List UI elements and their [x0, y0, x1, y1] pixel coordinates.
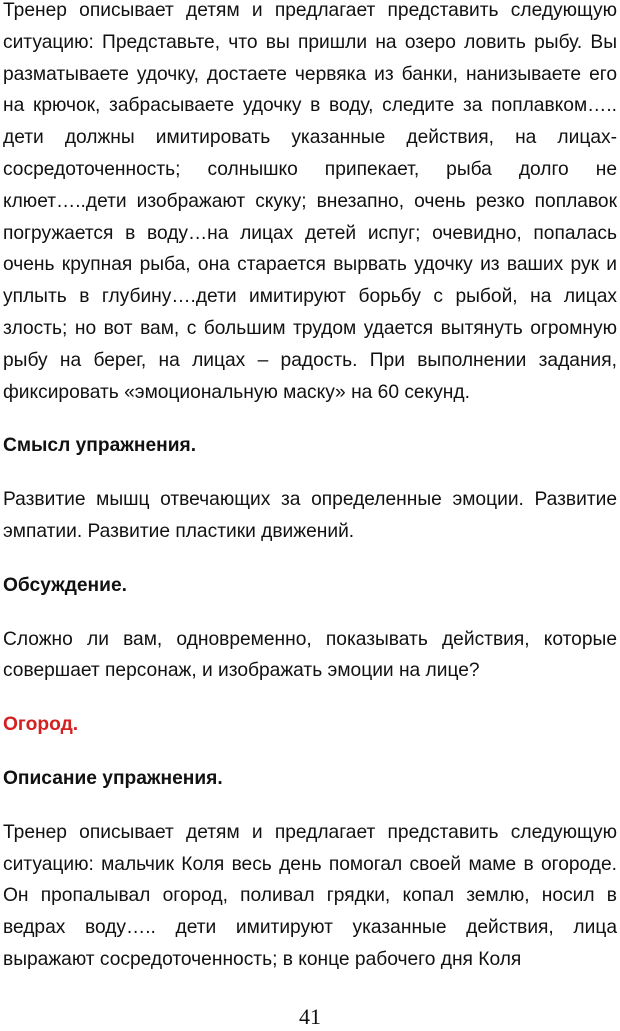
body-paragraph-meaning: Развитие мышц отвечающих за определенные эмоции. Развитие эмпатии. Развитие пластики движений. — [3, 489, 617, 542]
body-paragraph-fishing: Тренер описывает детям и предлагает представить следующую ситуацию: Представьте, что вы пришли на озеро ловить рыбу. Вы разматываете удочку, достаете червяка из банки, нанизываете его на крючок, забрасываете удочку в воду, следите за поплавком….. дети должны имитировать указанные действия, на лицах- сосредоточенность; солнышко припекает, рыба долго не клюет…..дети изображают скуку; внезапно, очень резко поплавок погружается в воду…на лицах детей испуг; очевидно, попалась очень крупная рыба, она старается вырвать удочку из ваших рук и уплыть в глубину….дети имитируют борьбу с рыбой, на лицах злость; но вот вам, с большим трудом удается вытянуть огромную рыбу на берег, на лицах – радость. При выполнении задания, фиксировать «эмоциональную маску» на 60 секунд. — [3, 0, 617, 403]
heading-description: Описание упражнения. — [3, 767, 223, 789]
paragraph-spacer — [3, 462, 617, 484]
paragraph-spacer — [3, 548, 617, 570]
heading-discussion: Обсуждение. — [3, 574, 127, 596]
paragraph-spacer — [3, 602, 617, 624]
body-paragraph-discussion: Сложно ли вам, одновременно, показывать действия, которые совершает персонаж, и изображать эмоции на лице? — [3, 628, 617, 682]
exercise-title: Огород. — [3, 714, 79, 736]
paragraph-spacer — [3, 741, 617, 763]
paragraph-spacer — [3, 795, 617, 817]
paragraph-spacer — [3, 408, 617, 430]
paragraph-spacer — [3, 687, 617, 709]
heading-meaning: Смысл упражнения. — [3, 435, 197, 457]
body-paragraph-garden: Тренер описывает детям и предлагает представить следующую ситуацию: мальчик Коля весь день помогал своей маме в огороде. Он пропалывал огород, поливал грядки, копал землю, носил в ведрах воду….. дети имитируют указанные действия, лица выражают сосредоточенность; в конце рабочего дня Коля — [3, 821, 617, 970]
page-number: 41 — [299, 1004, 321, 1029]
